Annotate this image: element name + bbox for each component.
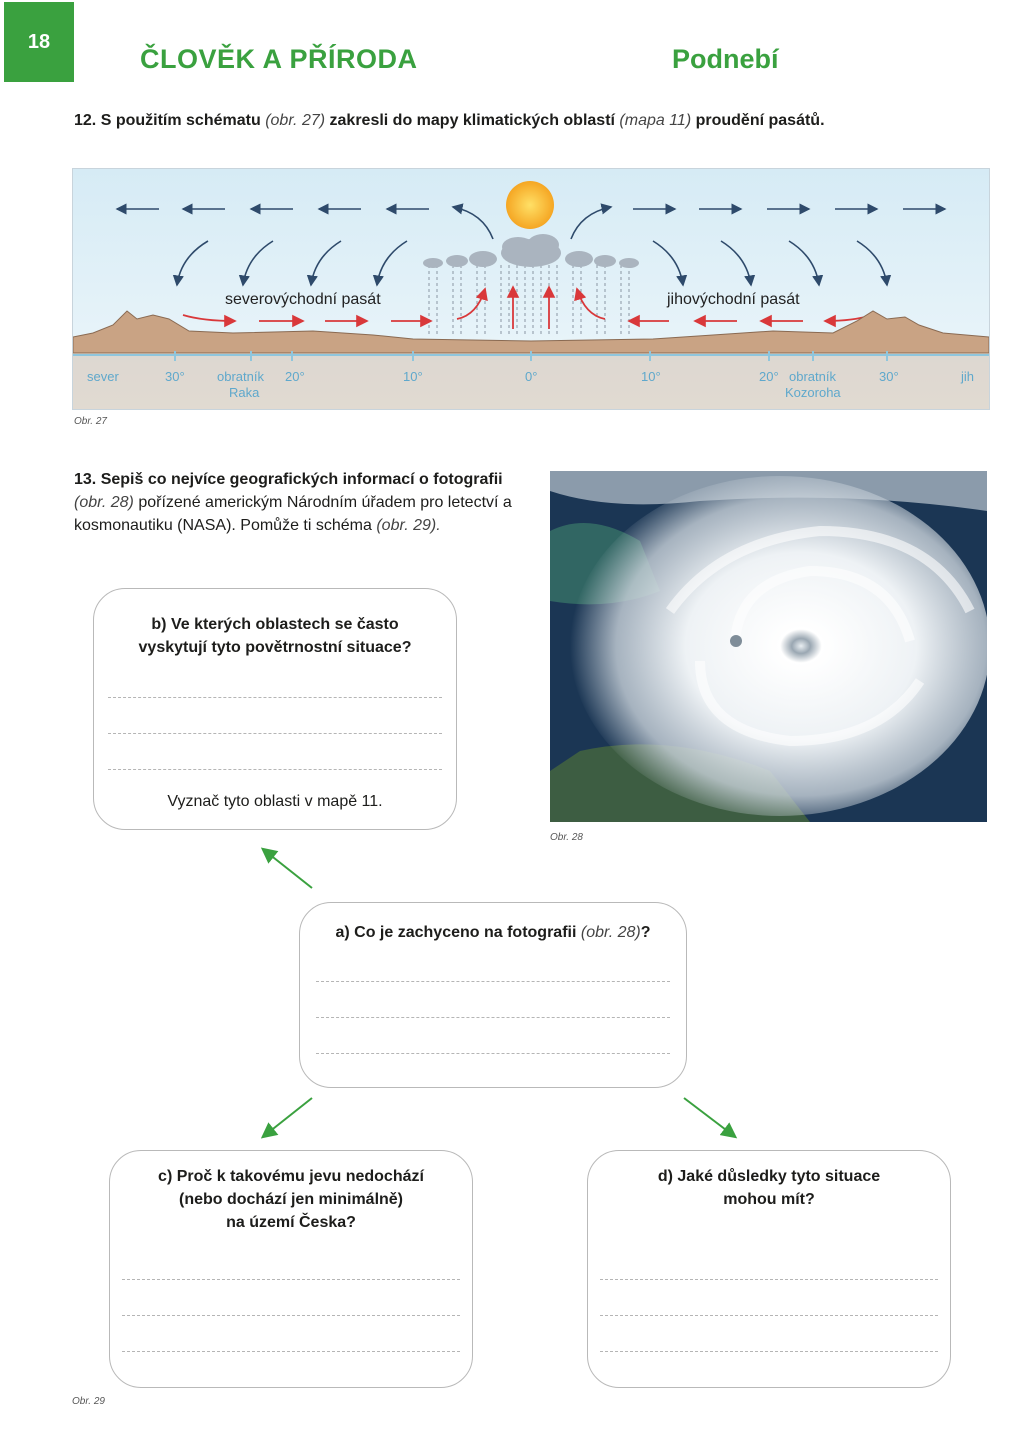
- instruction-note: Vyznač tyto oblasti v mapě 11.: [167, 793, 383, 810]
- axis-north: sever: [87, 369, 119, 384]
- axis-tropic-capricorn: obratník: [789, 369, 836, 384]
- photo-caption: Obr. 28: [550, 832, 583, 843]
- scheme-caption: Obr. 29: [72, 1396, 105, 1407]
- question-letter: b): [151, 616, 167, 633]
- question-letter: a): [335, 924, 350, 941]
- south-trade-label: jihovýchodní pasát: [667, 291, 800, 308]
- question-text: Jaké důsledky tyto situace: [677, 1168, 881, 1185]
- section-title: ČLOVĚK A PŘÍRODA: [140, 44, 418, 74]
- task-number: 13.: [74, 471, 97, 488]
- axis-tropic-cancer-name: Raka: [229, 385, 260, 400]
- axis-lat30s: 30°: [879, 369, 899, 384]
- page-number: 18: [4, 2, 74, 82]
- axis-tropic-capricorn-name: Kozoroha: [785, 385, 841, 400]
- reference: (mapa 11): [619, 112, 692, 129]
- figure-caption: Obr. 27: [74, 416, 107, 427]
- axis-lat20s: 20°: [759, 369, 779, 384]
- axis-lat20n: 20°: [285, 369, 305, 384]
- arrow-to-d: [684, 1098, 734, 1136]
- question-text: Ve kterých oblastech se často: [170, 616, 399, 633]
- question-text: Co je zachyceno na fotografii: [354, 924, 577, 941]
- question-text: mohou mít?: [723, 1191, 815, 1208]
- reference: (obr. 27): [265, 112, 326, 129]
- task-text: S použitím schématu: [100, 112, 261, 129]
- reference: (obr. 28): [580, 924, 641, 941]
- axis-south: jih: [961, 369, 975, 384]
- arrow-to-c: [264, 1098, 312, 1136]
- task-text: Sepiš co nejvíce geografických informací o fotografii: [100, 471, 503, 488]
- topic-title: Podnebí: [672, 44, 779, 74]
- axis-lat30n: 30°: [165, 369, 185, 384]
- question-text: (nebo dochází jen minimálně): [178, 1191, 404, 1208]
- task-text: zakresli do mapy klimatických oblastí: [329, 112, 615, 129]
- question-letter: d): [657, 1168, 673, 1185]
- north-trade-label: severovýchodní pasát: [225, 291, 381, 308]
- question-text: na území Česka?: [226, 1214, 356, 1231]
- axis-equator: 0°: [525, 369, 538, 384]
- reference: (obr. 28): [74, 494, 134, 511]
- task-number: 12.: [74, 112, 97, 129]
- reference: (obr. 29).: [376, 517, 441, 534]
- task-text: proudění pasátů.: [695, 112, 825, 129]
- question-text: Proč k takovému jevu nedochází: [176, 1168, 424, 1185]
- arrow-to-b: [264, 850, 312, 888]
- task-text: pořízené americkým Národním úřadem pro letectví a kosmonautiku (NASA). Pomůže ti schéma: [74, 494, 512, 534]
- question-text: vyskytují tyto povětrnostní situace?: [138, 639, 412, 656]
- axis-lat10n: 10°: [403, 369, 423, 384]
- axis-lat10s: 10°: [641, 369, 661, 384]
- question-letter: c): [158, 1168, 173, 1185]
- question-mark: ?: [640, 924, 651, 941]
- axis-tropic-cancer: obratník: [217, 369, 264, 384]
